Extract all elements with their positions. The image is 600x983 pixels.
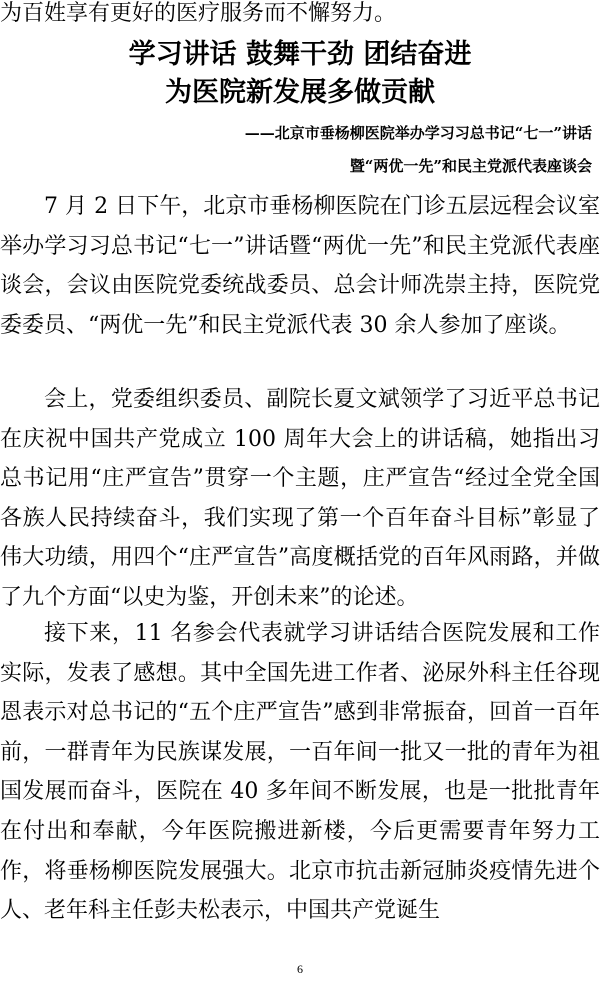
previous-page-fragment: 为百姓享有更好的医疗服务而不懈努力。 xyxy=(0,1,397,26)
article-title-line-1: 学习讲话 鼓舞干劲 团结奋进 xyxy=(128,39,472,70)
body-paragraph-1: 7 月 2 日下午，北京市垂杨柳医院在门诊五层远程会议室举办学习习总书记“七一”讲话暨“两优一先”和民主党派代表座谈会，会议由医院党委统战委员、总会计师冼崇主持，医院党委委员、“两优一先”和民主党派代表 30 余人参加了座谈。 xyxy=(0,194,600,338)
article-title-line-2: 为医院新发展多做贡献 xyxy=(165,77,435,108)
page-number: 6 xyxy=(297,962,303,976)
body-paragraph-2: 会上，党委组织委员、副院长夏文斌领学了习近平总书记在庆祝中国共产党成立 100 周年大会上的讲话稿，她指出习总书记用“庄严宣告”贯穿一个主题，庄严宣告“经过全党全国各族人民持续奋斗，我们实现了第一个百年奋斗目标”彰显了伟大功绩，用四个“庄严宣告”高度概括党的百年风雨路，并做了九个方面“以史为鉴，开创未来”的论述。 xyxy=(0,387,600,610)
body-paragraph-3: 接下来，11 名参会代表就学习讲话结合医院发展和工作实际，发表了感想。其中全国先进工作者、泌尿外科主任谷现恩表示对总书记的“五个庄严宣告”感到非常振奋，回首一百年前，一群青年为民族谋发展，一百年间一批又一批的青年为祖国发展而奋斗，医院在 40 多年间不断发展，也是一批批青年在付出和奉献，今年医院搬进新楼，今后更需要青年努力工作，将垂杨柳医院发展强大。北京市抗击新冠肺炎疫情先进个人、老年科主任彭夫松表示，中国共产党诞生 xyxy=(0,621,600,924)
article-subtitle-line-2: 暨“两优一先”和民主党派代表座谈会 xyxy=(349,157,592,175)
article-subtitle-line-1: ——北京市垂杨柳医院举办学习习总书记“七一”讲话 xyxy=(244,124,592,142)
